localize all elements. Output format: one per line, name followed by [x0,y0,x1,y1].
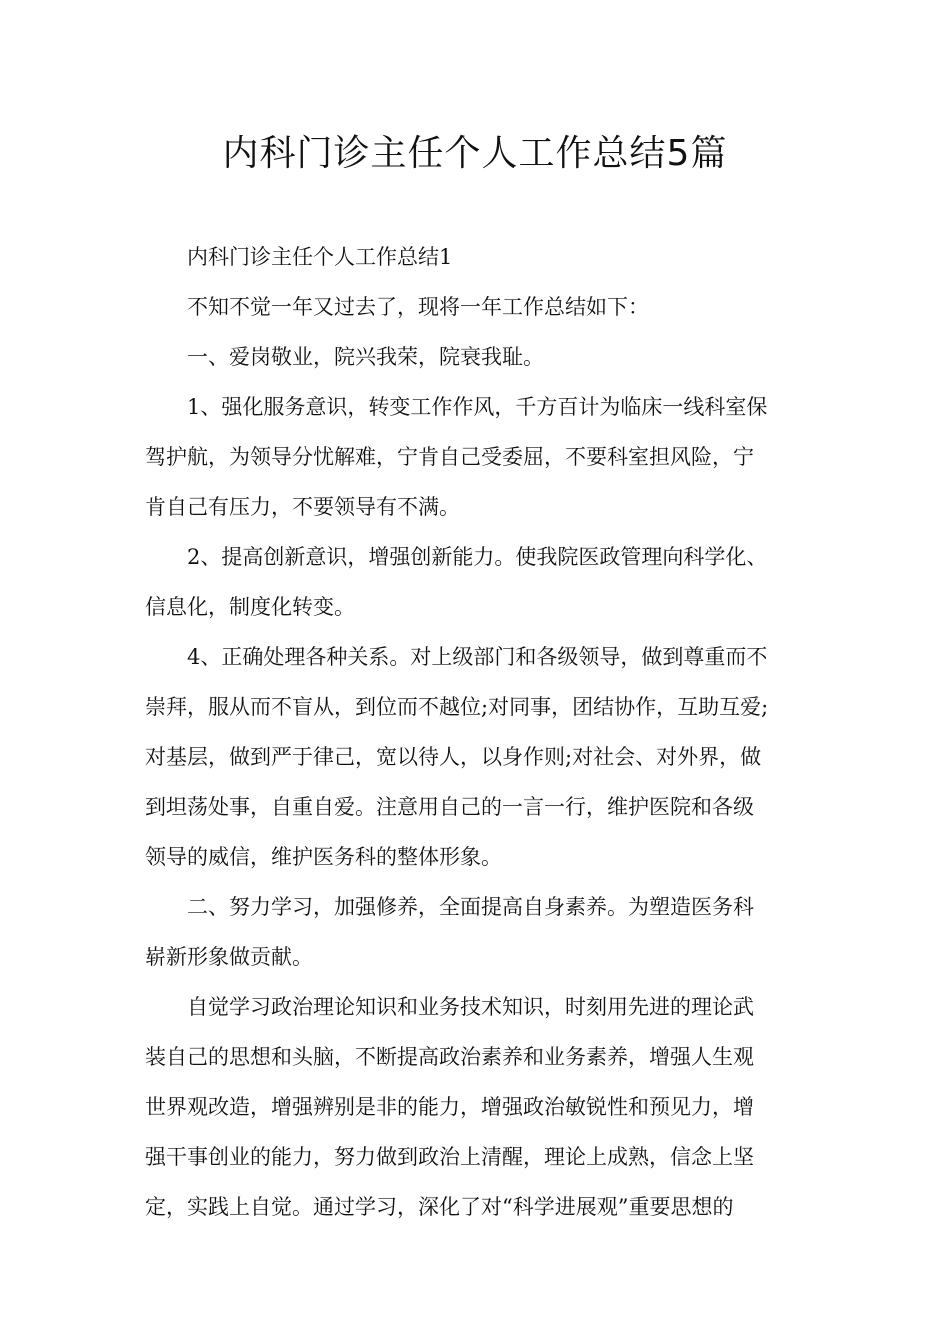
text-line: 肯自己有压力，不要领导有不满。 [145,495,460,519]
document-title: 内科门诊主任个人工作总结5篇 [222,133,728,174]
text-line: 内科门诊主任个人工作总结1 [187,245,453,269]
text-line: 2、提高创新意识，增强创新能力。使我院医政管理向科学化、 [187,545,768,569]
text-line: 驾护航，为领导分忧解难，宁肯自己受委屈，不要科室担风险，宁 [145,445,754,469]
document-body [145,232,813,1232]
paragraph [145,882,813,982]
text-line: 定，实践上自觉。通过学习，深化了对“科学进展观”重要思想的 [145,1195,734,1219]
text-line: 到坦荡处事，自重自爱。注意用自己的一言一行，维护医院和各级 [145,795,754,819]
text-line: 强干事创业的能力，努力做到政治上清醒，理论上成熟，信念上坚 [145,1145,754,1169]
paragraph [145,232,813,282]
text-line: 1、强化服务意识，转变工作作风，千方百计为临床一线科室保 [187,395,768,419]
text-line: 二、努力学习，加强修养，全面提高自身素养。为塑造医务科 [187,895,754,919]
text-line: 4、正确处理各种关系。对上级部门和各级领导，做到尊重而不 [187,645,768,669]
paragraph [145,982,813,1232]
paragraph [145,632,813,882]
text-line: 不知不觉一年又过去了，现将一年工作总结如下： [187,295,649,319]
text-line: 对基层，做到严于律己，宽以待人，以身作则;对社会、对外界，做 [145,745,762,769]
text-line: 自觉学习政治理论知识和业务技术知识，时刻用先进的理论武 [187,995,754,1019]
paragraph [145,382,813,532]
paragraph [145,532,813,632]
text-line: 世界观改造，增强辨别是非的能力，增强政治敏锐性和预见力，增 [145,1095,754,1119]
text-line: 崭新形象做贡献。 [145,945,313,969]
text-line: 信息化，制度化转变。 [145,595,355,619]
paragraph [145,282,813,332]
text-line: 崇拜，服从而不盲从，到位而不越位;对同事，团结协作，互助互爱; [145,695,769,719]
paragraph [145,332,813,382]
text-line: 一、爱岗敬业，院兴我荣，院衰我耻。 [187,345,544,369]
text-line: 装自己的思想和头脑，不断提高政治素养和业务素养，增强人生观 [145,1045,754,1069]
text-line: 领导的威信，维护医务科的整体形象。 [145,845,502,869]
